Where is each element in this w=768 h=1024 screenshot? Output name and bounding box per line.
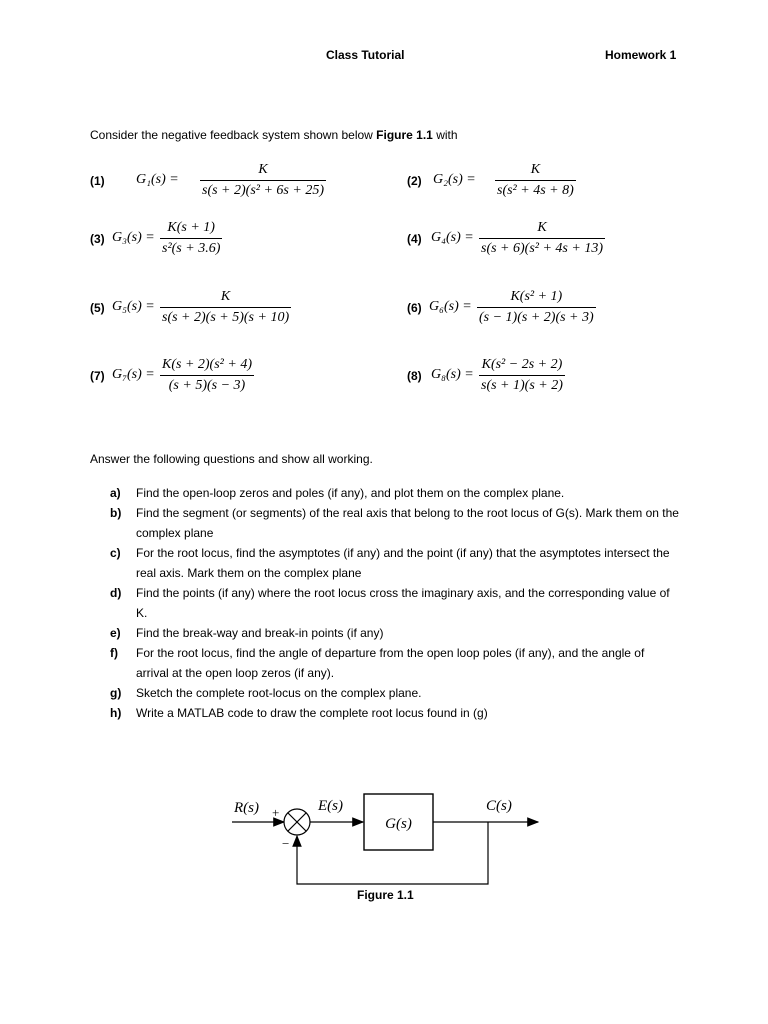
tf-numerator: K(s² + 1)	[510, 289, 563, 304]
tf-numerator: K	[530, 162, 541, 177]
question-item	[110, 583, 680, 623]
tf-lhs: G₅(s) =	[112, 299, 155, 314]
tf-denominator: (s + 5)(s − 3)	[160, 375, 254, 394]
question-list	[110, 483, 680, 723]
tf-number: (3)	[90, 232, 105, 246]
tf-fraction	[200, 162, 326, 199]
question-label: h)	[110, 706, 122, 720]
tf-lhs: G₄(s) =	[431, 230, 474, 245]
tf-denominator: s(s + 1)(s + 2)	[479, 375, 565, 394]
tf-fraction	[160, 357, 254, 394]
transfer-function-6	[407, 291, 667, 331]
tf-numerator: K	[220, 289, 231, 304]
tf-denominator: (s − 1)(s + 2)(s + 3)	[477, 307, 596, 326]
tf-fraction	[479, 220, 605, 257]
tf-fraction	[495, 162, 576, 199]
tf-number: (2)	[407, 174, 422, 188]
tf-numerator: K(s + 1)	[167, 220, 215, 235]
figure-caption: Figure 1.1	[357, 888, 414, 902]
transfer-function-8	[407, 359, 667, 399]
question-item	[110, 503, 680, 543]
question-text: For the root locus, find the asymptotes (if any) and the point (if any) that the asymptotes intersect the real axis. Mark them on the complex plane	[136, 546, 670, 580]
input-label: R(s)	[234, 800, 259, 816]
tf-denominator: s²(s + 3.6)	[160, 238, 222, 257]
plus-sign: +	[272, 805, 280, 820]
tf-numerator: K	[258, 162, 268, 177]
transfer-function-2	[407, 164, 667, 204]
intro-text	[90, 128, 458, 142]
question-label: b)	[110, 506, 122, 520]
question-item	[110, 623, 680, 643]
tf-lhs: G₁(s) =	[136, 172, 179, 187]
header-title: Class Tutorial	[326, 48, 405, 62]
question-text: Find the open-loop zeros and poles (if any), and plot them on the complex plane.	[136, 486, 565, 500]
tf-numerator: K(s² − 2s + 2)	[481, 357, 563, 372]
tf-denominator: s(s + 2)(s + 5)(s + 10)	[160, 307, 291, 326]
tf-denominator: s(s² + 4s + 8)	[495, 180, 576, 199]
question-text: Find the segment (or segments) of the real axis that belong to the root locus of G(s). Mark them on the complex plane	[136, 506, 679, 540]
tf-lhs: G₇(s) =	[112, 367, 155, 382]
feedback-block-diagram	[220, 780, 550, 890]
question-text: For the root locus, find the angle of departure from the open loop poles (if any), and the angle of arrival at the open loop zeros (if any).	[136, 646, 645, 680]
question-item	[110, 543, 680, 583]
tf-number: (4)	[407, 232, 422, 246]
intro-figure-ref: Figure 1.1	[376, 128, 433, 142]
minus-sign: −	[282, 836, 290, 851]
transfer-function-7	[90, 359, 350, 399]
tf-lhs: G₆(s) =	[429, 299, 472, 314]
error-label: E(s)	[318, 798, 343, 814]
tf-denominator: s(s + 2)(s² + 6s + 25)	[200, 180, 326, 199]
question-item	[110, 483, 680, 503]
transfer-function-4	[407, 222, 667, 262]
tf-numerator: K(s + 2)(s² + 4)	[162, 357, 252, 372]
header-homework: Homework 1	[605, 48, 677, 62]
tf-fraction	[160, 289, 291, 326]
intro-after: with	[432, 128, 458, 142]
question-text: Sketch the complete root-locus on the complex plane.	[136, 686, 422, 700]
tf-numerator: K	[537, 220, 547, 235]
tf-lhs: G₈(s) =	[431, 367, 474, 382]
tf-number: (1)	[90, 174, 105, 188]
transfer-function-1	[90, 164, 350, 204]
question-label: e)	[110, 626, 121, 640]
tf-fraction	[477, 289, 596, 326]
question-item	[110, 683, 680, 703]
tf-denominator: s(s + 6)(s² + 4s + 13)	[479, 238, 605, 257]
output-label: C(s)	[486, 798, 512, 814]
tf-lhs: G₂(s) =	[433, 172, 476, 187]
tf-fraction	[479, 357, 565, 394]
tf-number: (6)	[407, 301, 422, 315]
tf-number: (7)	[90, 369, 105, 383]
intro-main: Consider the negative feedback system shown below	[90, 128, 377, 142]
question-text: Find the break-way and break-in points (if any)	[136, 626, 384, 640]
question-label: a)	[110, 486, 121, 500]
question-item	[110, 643, 680, 683]
question-text: Write a MATLAB code to draw the complete root locus found in (g)	[136, 706, 488, 720]
question-label: d)	[110, 586, 122, 600]
tf-lhs: G₃(s) =	[112, 230, 155, 245]
plant-label: G(s)	[385, 816, 412, 832]
question-text: Find the points (if any) where the root locus cross the imaginary axis, and the corresponding value of K.	[136, 586, 670, 620]
tf-number: (5)	[90, 301, 105, 315]
transfer-function-5	[90, 291, 350, 331]
question-label: g)	[110, 686, 122, 700]
question-item	[110, 703, 680, 723]
question-label: c)	[110, 546, 121, 560]
answer-instructions: Answer the following questions and show all working.	[90, 452, 373, 466]
question-label: f)	[110, 646, 118, 660]
transfer-function-3	[90, 222, 350, 262]
tf-number: (8)	[407, 369, 422, 383]
tf-fraction	[160, 220, 222, 257]
